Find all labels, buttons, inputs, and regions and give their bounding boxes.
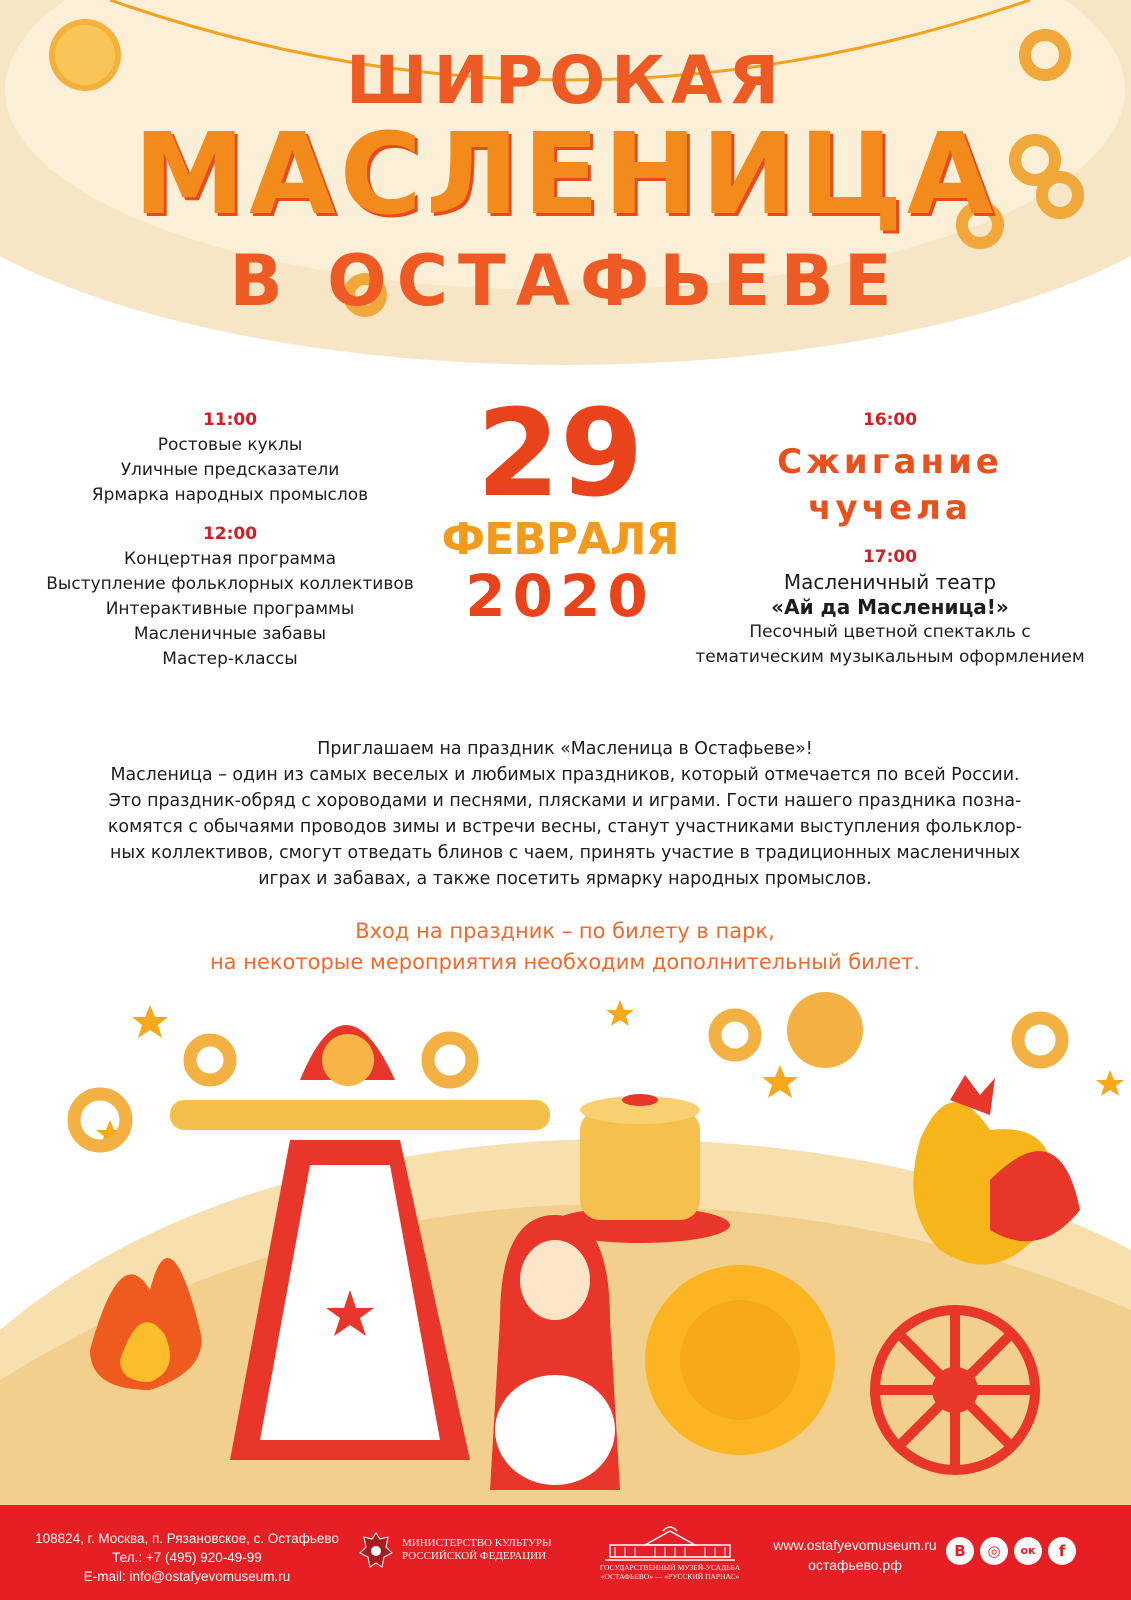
website-link[interactable]: остафьево.рф <box>808 1557 902 1573</box>
schedule-block <box>35 522 425 672</box>
title-line-3: В ОСТАФЬЕВЕ <box>229 240 902 322</box>
matryoshka-doll <box>490 1215 620 1490</box>
ministry-line: РОССИЙСКОЙ ФЕДЕРАЦИИ <box>402 1550 547 1562</box>
schedule-right <box>685 408 1095 670</box>
contact-info <box>22 1529 352 1586</box>
intro-line: ных коллективов, смогут отведать блинов с чаем, принять участие в традиционных масленичных <box>109 843 1021 863</box>
intro-line: комятся с обычаями проводов зимы и встречи весны, станут участниками выступления фольклор- <box>107 817 1023 837</box>
schedule-item: Интерактивные программы <box>105 599 355 619</box>
entry-note <box>60 916 1070 978</box>
title-line-2: МАСЛЕНИЦА <box>133 110 998 240</box>
museum-logo <box>580 1523 760 1583</box>
time-label: 12:00 <box>202 524 258 544</box>
intro-text <box>60 736 1070 892</box>
burning-title <box>685 439 1095 531</box>
eagle-emblem-icon <box>358 1531 394 1571</box>
schedule-item: Выступление фольклорных коллективов <box>46 574 414 594</box>
intro-line: Масленица – один из самых веселых и любимых праздников, который отмечается по всей России. <box>110 765 1020 785</box>
schedule-item: Ярмарка народных промыслов <box>91 485 369 505</box>
festival-illustration <box>0 990 1131 1510</box>
schedule-left <box>35 408 425 672</box>
time-label: 16:00 <box>862 410 918 430</box>
museum-line: ГОСУДАРСТВЕННЫЙ МУЗЕЙ-УСАДЬБА <box>599 1563 741 1572</box>
email[interactable]: E-mail: info@ostafyevomuseum.ru <box>83 1569 291 1584</box>
theatre-name: «Ай да Масленица!» <box>771 595 1009 619</box>
footer <box>0 1505 1131 1600</box>
schedule-item: Концертная программа <box>124 549 336 569</box>
intro-line: Приглашаем на праздник «Масленица в Остафьеве»! <box>317 739 813 759</box>
schedule-item: Масленичные забавы <box>133 624 327 644</box>
schedule-block <box>35 408 425 508</box>
sun-icon <box>645 1265 835 1455</box>
instagram-icon[interactable]: ◎ <box>980 1537 1008 1565</box>
ministry-line: МИНИСТЕРСТВО КУЛЬТУРЫ <box>402 1537 552 1549</box>
intro-line: Это праздник-обряд с хороводами и песнями, плясками и играми. Гости нашего праздника позна- <box>108 791 1022 811</box>
date-month: ФЕВРАЛЯ <box>441 514 679 565</box>
ministry-logo <box>358 1529 558 1577</box>
theatre-description: Песочный цветной спектакль с <box>749 622 1031 642</box>
entry-line: Вход на праздник – по билету в парк, <box>355 919 775 943</box>
burning-title-line: Сжигание <box>777 442 1003 482</box>
schedule-item: Ростовые куклы <box>157 435 303 455</box>
wheel-icon <box>875 1310 1035 1470</box>
website-link[interactable]: www.ostafyevomuseum.ru <box>773 1537 937 1553</box>
facebook-icon[interactable]: f <box>1048 1537 1076 1565</box>
address: 108824, г. Москва, п. Рязановское, с. Остафьево <box>35 1531 339 1546</box>
time-label: 11:00 <box>202 410 258 430</box>
ministry-name <box>402 1537 552 1563</box>
burning-title-line: чучела <box>808 488 972 528</box>
museum-building-icon <box>605 1523 735 1563</box>
schedule-item: Мастер-классы <box>162 649 298 669</box>
website-links <box>770 1535 940 1575</box>
phone: Тел.: +7 (495) 920-49-99 <box>112 1550 262 1565</box>
museum-line: «ОСТАФЬЕВО» — «РУССКИЙ ПАРНАС» <box>600 1572 740 1581</box>
intro-line: играх и забавах, а также посетить ярмарку народных промыслов. <box>258 869 872 889</box>
date-day: 29 <box>476 385 644 524</box>
theatre-description: тематическим музыкальным оформлением <box>695 647 1085 667</box>
time-label: 17:00 <box>862 547 918 567</box>
date-year: 2020 <box>465 562 655 630</box>
event-date <box>430 385 690 630</box>
title-line-1: ШИРОКАЯ <box>345 42 786 119</box>
theatre-line: Масленичный театр <box>783 570 997 594</box>
schedule-item: Уличные предсказатели <box>120 460 340 480</box>
odnoklassniki-icon[interactable]: ок <box>1014 1537 1042 1565</box>
entry-line: на некоторые мероприятия необходим дополнительный билет. <box>209 950 921 974</box>
museum-name <box>580 1563 760 1581</box>
vk-icon[interactable]: В <box>946 1537 974 1565</box>
